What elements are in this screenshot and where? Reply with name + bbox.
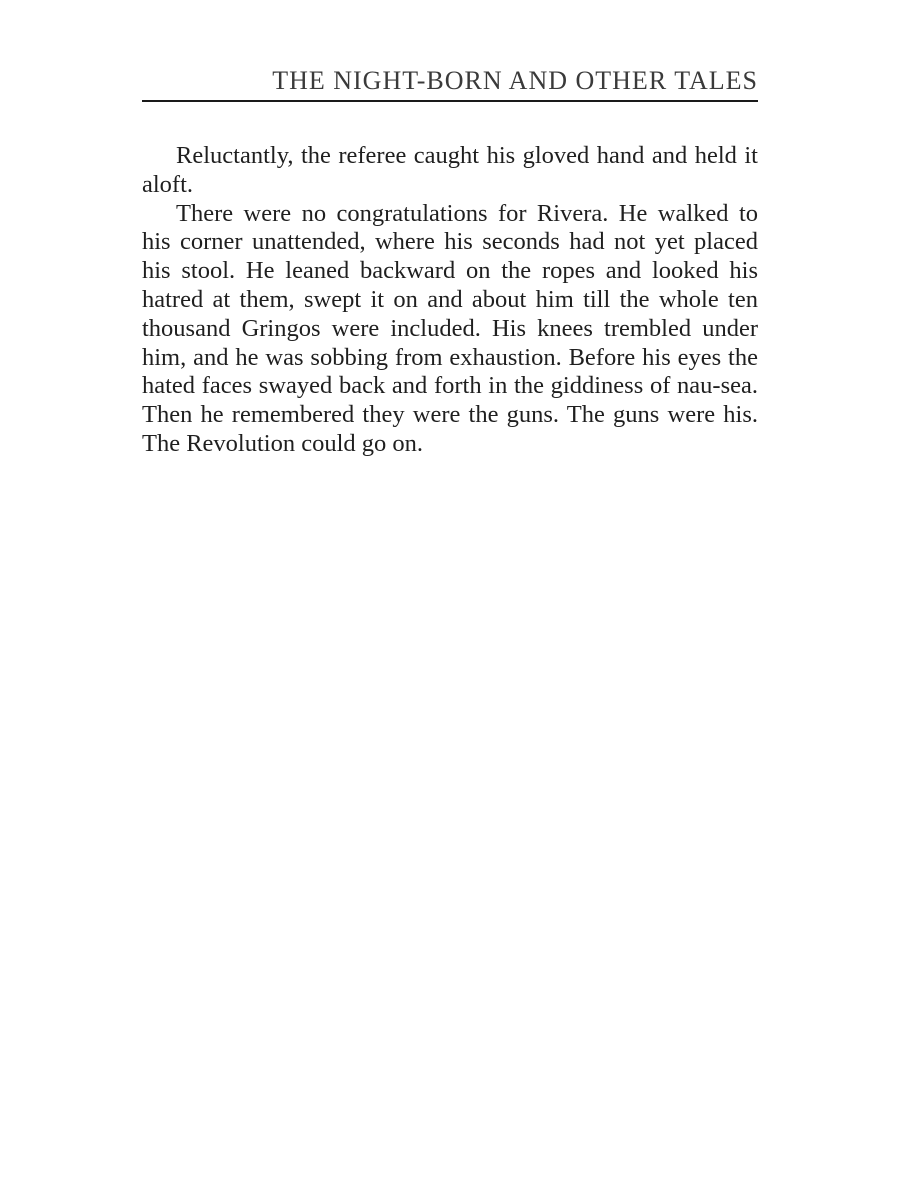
body-text [142, 142, 758, 459]
header-rule [142, 100, 758, 102]
paragraph-2: There were no congratulations for Rivera. He walked to his corner unattended, where his seconds had not yet placed his stool. He leaned backward on the ropes and looked his hatred at them, swept it on and about him till the whole ten thousand Gringos were included. His knees trembled under him, and he was sobbing from exhaustion. Before his eyes the hated faces swayed back and forth in the giddiness of nau-sea. Then he remembered they were the guns. The guns were his. The Revolution could go on. [142, 199, 758, 457]
running-header [142, 66, 758, 102]
running-head-title: THE NIGHT-BORN AND OTHER TALES [272, 66, 758, 95]
paragraph-1: Reluctantly, the referee caught his gloved hand and held it aloft. [142, 142, 758, 198]
